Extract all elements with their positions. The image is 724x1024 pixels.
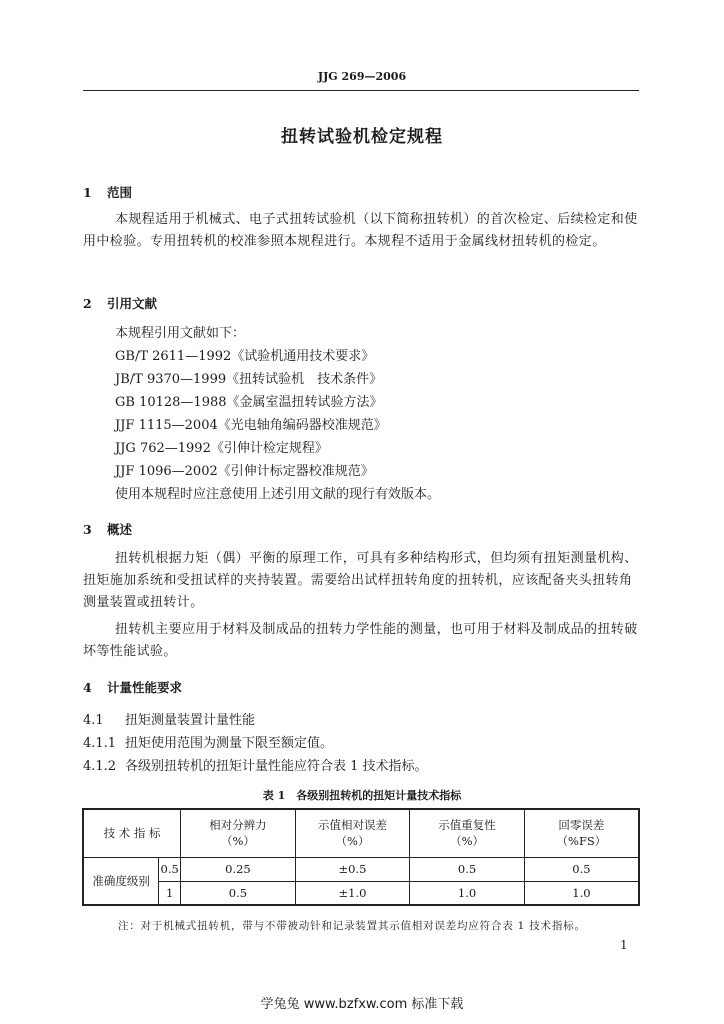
table-cell: 1.0 <box>524 881 639 905</box>
table-cell: 1.0 <box>410 881 525 905</box>
reference-item: JB/T 9370—1999《扭转试验机 技术条件》 <box>115 372 383 387</box>
header-rule <box>83 90 639 91</box>
group-label-cell: 准确度级别 <box>83 857 159 905</box>
subsection-4-1-1: 4.1.1 扭矩使用范围为测量下限至额定值。 <box>83 736 334 751</box>
overview-paragraph: 扭转机根据力矩（偶）平衡的原理工作，可具有多种结构形式，但均须有扭矩测量机构、扭矩施加系统和受扭试样的夹持装置。需要给出试样扭转角度的扭转机，应该配备夹头扭转角测量装置或扭转计。 <box>83 551 638 610</box>
level-cell: 1 <box>159 881 181 905</box>
references-closing: 使用本规程时应注意使用上述引用文献的现行有效版本。 <box>115 487 441 502</box>
standard-code: JJG 269—2006 <box>317 70 407 83</box>
table-header-row <box>83 809 639 857</box>
table-note: 注：对于机械式扭转机，带与不带被动针和记录装置其示值相对误差均应符合表 1 技术指标。 <box>118 920 586 932</box>
reference-item: JJG 762—1992《引伸计检定规程》 <box>115 441 328 456</box>
section-3-heading: 3 概述 <box>83 522 133 537</box>
section-1-heading: 1 范围 <box>83 185 133 200</box>
footer-watermark: 学兔兔 www.bzfxw.com 标准下载 <box>260 997 464 1012</box>
column-header: 回零误差 （%FS） <box>524 809 639 857</box>
overview-paragraph: 扭转机主要应用于材料及制成品的扭转力学性能的测量，也可用于材料及制成品的扭转破坏等性能试验。 <box>83 622 638 659</box>
spec-table <box>82 808 640 906</box>
table-caption: 表 1 各级别扭转机的扭矩计量技术指标 <box>262 789 462 802</box>
reference-item: JJF 1115—2004《光电轴角编码器校准规范》 <box>115 418 387 433</box>
table-cell: 0.5 <box>410 857 525 881</box>
row-header-cell: 技 术 指 标 <box>83 809 181 857</box>
column-header: 示值重复性 （%） <box>410 809 525 857</box>
reference-item: JJF 1096—2002《引伸计标定器校准规范》 <box>115 464 374 479</box>
level-cell: 0.5 <box>159 857 181 881</box>
scope-paragraph: 本规程适用于机械式、电子式扭转试验机（以下简称扭转机）的首次检定、后续检定和使用中检验。专用扭转机的校准参照本规程进行。本规程不适用于金属线材扭转机的检定。 <box>83 212 638 249</box>
reference-item: GB 10128—1988《金属室温扭转试验方法》 <box>115 395 383 410</box>
table-cell: ±1.0 <box>295 881 410 905</box>
reference-item: GB/T 2611—1992《试验机通用技术要求》 <box>115 349 375 364</box>
page-number: 1 <box>620 938 628 952</box>
page-title: 扭转试验机检定规程 <box>281 127 443 147</box>
subsection-4-1: 4.1 扭矩测量装置计量性能 <box>83 713 256 728</box>
references-intro: 本规程引用文献如下： <box>115 326 246 341</box>
table-cell: 0.25 <box>181 857 296 881</box>
column-header: 相对分辨力 （%） <box>181 809 296 857</box>
section-2-heading: 2 引用文献 <box>83 296 158 311</box>
table-row <box>83 857 639 881</box>
subsection-4-1-2: 4.1.2 各级别扭转机的扭矩计量性能应符合表 1 技术指标。 <box>83 759 428 774</box>
table-cell: 0.5 <box>524 857 639 881</box>
table-cell: ±0.5 <box>295 857 410 881</box>
column-header: 示值相对误差 （%） <box>295 809 410 857</box>
table-cell: 0.5 <box>181 881 296 905</box>
table-row <box>83 881 639 905</box>
section-4-heading: 4 计量性能要求 <box>83 680 183 695</box>
